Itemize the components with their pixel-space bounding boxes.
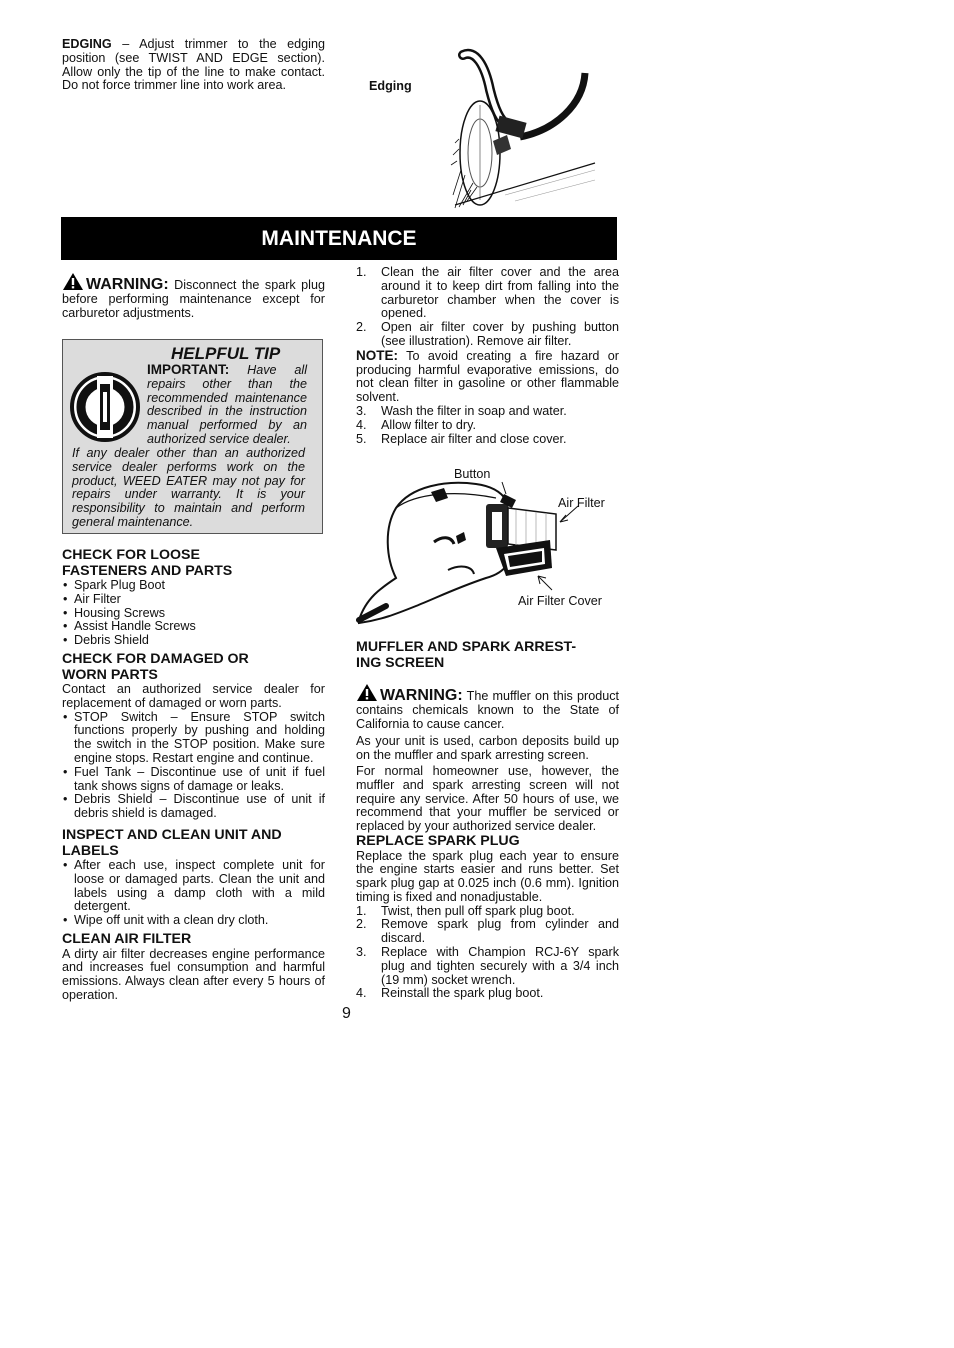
inspect-heading-2: LABELS bbox=[62, 842, 119, 859]
spark-steps-list bbox=[356, 905, 619, 1002]
helpful-tip-box bbox=[62, 339, 323, 534]
page-number: 9 bbox=[342, 1005, 351, 1022]
note-word: NOTE: bbox=[356, 347, 398, 363]
step-number: 4. bbox=[356, 417, 367, 432]
list-item bbox=[356, 433, 619, 447]
list-item bbox=[356, 905, 619, 919]
step-text: Replace air filter and close cover. bbox=[381, 431, 567, 446]
list-item bbox=[356, 946, 619, 987]
list-item: • Fuel Tank – Discontinue use of unit if fuel tank shows signs of damage or leaks. bbox=[62, 766, 325, 794]
check-damaged-intro: Contact an authorized service dealer for replacement of damaged or worn parts. bbox=[62, 682, 325, 710]
step-text: Allow filter to dry. bbox=[381, 417, 476, 432]
muffler-para-2: For normal homeowner use, however, the muffler and spark arresting screen will not require any service. After 50 hours of use, we recommend that your muffler be serviced or replaced by your authorized service dealer. bbox=[356, 763, 619, 834]
muffler-heading-2: ING SCREEN bbox=[356, 654, 445, 671]
helpful-tip-title: HELPFUL TIP bbox=[171, 344, 281, 363]
step-text: Clean the air filter cover and the area around it to keep dirt from falling into the carburetor chamber when the cover is opened. bbox=[381, 265, 619, 321]
list-item: • Air Filter bbox=[62, 593, 325, 607]
clean-air-filter-section bbox=[62, 932, 325, 1003]
clean-air-heading: CLEAN AIR FILTER bbox=[62, 931, 192, 947]
air-filter-label: Air Filter bbox=[558, 496, 605, 510]
filter-steps-list-b bbox=[356, 405, 619, 446]
air-filter-cover-label: Air Filter Cover bbox=[518, 594, 602, 608]
warning-disconnect bbox=[62, 272, 325, 320]
maintenance-banner: MAINTENANCE bbox=[61, 217, 617, 260]
list-item: • Wipe off unit with a clean dry cloth. bbox=[62, 914, 325, 928]
button-label: Button bbox=[454, 467, 491, 481]
list-item bbox=[356, 987, 619, 1001]
loose-parts-list bbox=[62, 579, 325, 648]
step-number: 1. bbox=[356, 265, 367, 279]
important-text: Have all repairs other than the recommended maintenance described in the instruction manual performed by an authorized service dealer. bbox=[147, 363, 307, 446]
step-number: 3. bbox=[356, 945, 367, 960]
step-number: 5. bbox=[356, 431, 367, 446]
damaged-parts-list bbox=[62, 711, 325, 821]
list-item: • Debris Shield bbox=[62, 634, 325, 648]
step-text: Wash the filter in soap and water. bbox=[381, 403, 567, 418]
inspect-list bbox=[62, 859, 325, 928]
muffler-para-1: As your unit is used, carbon deposits build up on the muffler and spark arresting screen. bbox=[356, 734, 619, 763]
list-item: • Debris Shield – Discontinue use of unit if debris shield is damaged. bbox=[62, 793, 325, 821]
step-number: 1. bbox=[356, 903, 367, 918]
list-item: • After each use, inspect complete unit for loose or damaged parts. Clean the unit and labels using a damp cloth with a mild detergent. bbox=[62, 859, 325, 914]
spark-heading: REPLACE SPARK PLUG bbox=[356, 833, 520, 849]
check-loose-section bbox=[62, 548, 325, 648]
list-item: • Housing Screws bbox=[62, 607, 325, 621]
spark-plug-section bbox=[356, 834, 619, 1001]
note-paragraph bbox=[356, 349, 619, 405]
tip-dealer-note: If any dealer other than an authorized service dealer performs work on the product, WEED EATER may not pay for repairs under warranty. It is your responsibility to maintain and perform general maintenance. bbox=[72, 446, 305, 529]
important-word: IMPORTANT: bbox=[147, 362, 230, 377]
muffler-heading-1: MUFFLER AND SPARK ARREST- bbox=[356, 639, 577, 655]
warning-triangle-icon bbox=[356, 683, 378, 702]
edging-figure-label: Edging bbox=[369, 79, 412, 93]
warning-triangle-icon bbox=[62, 272, 84, 291]
list-item bbox=[356, 321, 619, 349]
warning-word: WARNING: bbox=[86, 276, 169, 293]
spark-intro: Replace the spark plug each year to ensure the engine starts easier and runs better. Set spark plug gap at 0.025 inch (0.6 mm). Ignition timing is fixed and nonadjustable. bbox=[356, 848, 619, 904]
clean-air-text: A dirty air filter decreases engine performance and increases fuel consumption and harmful emissions. Always clean after every 5 hours of operation. bbox=[62, 946, 325, 1002]
tip-important bbox=[147, 363, 307, 447]
list-item bbox=[356, 405, 619, 419]
filter-steps-section bbox=[356, 266, 619, 446]
step-number: 4. bbox=[356, 986, 367, 1001]
warning-text: The muffler on this product contains chemicals known to the State of California to cause cancer. bbox=[356, 689, 619, 731]
step-number: 2. bbox=[356, 917, 367, 932]
edging-paragraph bbox=[62, 38, 325, 93]
wrench-icon bbox=[69, 370, 141, 444]
check-loose-heading-1: CHECK FOR LOOSE bbox=[62, 547, 200, 563]
warning-muffler bbox=[356, 683, 619, 731]
warning-text: Disconnect the spark plug before performing maintenance except for carburetor adjustments. bbox=[62, 278, 325, 320]
step-text: Remove spark plug from cylinder and discard. bbox=[381, 917, 619, 946]
step-text: Twist, then pull off spark plug boot. bbox=[381, 903, 575, 918]
air-filter-illustration bbox=[356, 478, 606, 626]
inspect-section bbox=[62, 828, 325, 928]
list-item: • Spark Plug Boot bbox=[62, 579, 325, 593]
edging-lead: EDGING bbox=[62, 37, 112, 51]
filter-steps-list-a bbox=[356, 266, 619, 349]
list-item: • Assist Handle Screws bbox=[62, 620, 325, 634]
inspect-heading-1: INSPECT AND CLEAN UNIT AND bbox=[62, 827, 282, 843]
step-text: Replace with Champion RCJ-6Y spark plug and tighten securely with a 3/4 inch (19 mm) socket wrench. bbox=[381, 945, 619, 987]
note-text: To avoid creating a fire hazard or producing harmful evaporative emissions, do not clean filter in gasoline or other flammable solvent. bbox=[356, 348, 619, 405]
edging-text: – Adjust trimmer to the edging position (see TWIST AND EDGE section). Allow only the tip of the line to make contact. Do not force trimmer line into work area. bbox=[62, 37, 325, 93]
check-damaged-section bbox=[62, 652, 325, 821]
step-text: Open air filter cover by pushing button (see illustration). Remove air filter. bbox=[381, 320, 619, 348]
list-item bbox=[356, 266, 619, 321]
list-item bbox=[356, 918, 619, 946]
check-loose-heading-2: FASTENERS AND PARTS bbox=[62, 562, 233, 579]
warning-word: WARNING: bbox=[380, 687, 463, 704]
edging-illustration bbox=[445, 45, 605, 210]
step-number: 2. bbox=[356, 320, 367, 335]
list-item bbox=[356, 419, 619, 433]
step-text: Reinstall the spark plug boot. bbox=[381, 986, 544, 1001]
check-damaged-heading-1: CHECK FOR DAMAGED OR bbox=[62, 651, 249, 667]
step-number: 3. bbox=[356, 403, 367, 418]
list-item: • STOP Switch – Ensure STOP switch functions properly by pushing and holding the switch in the STOP position. Make sure engine stops. Restart engine and continue. bbox=[62, 711, 325, 766]
check-damaged-heading-2: WORN PARTS bbox=[62, 666, 158, 683]
muffler-section bbox=[356, 640, 619, 834]
